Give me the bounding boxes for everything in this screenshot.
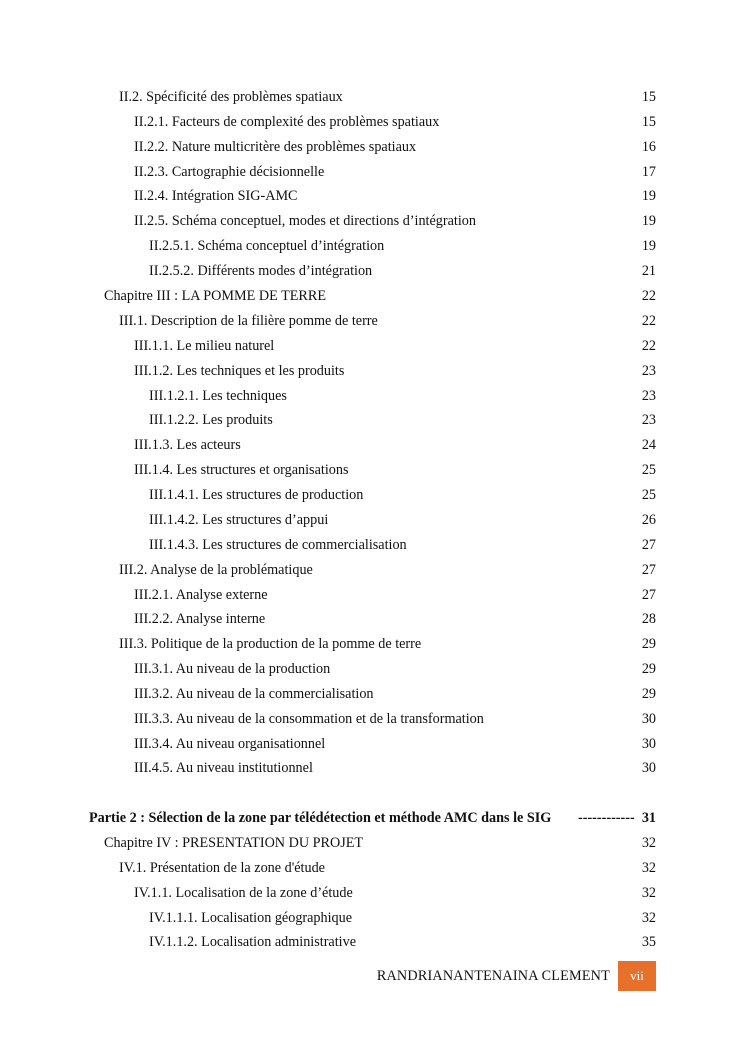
toc-entry-label: Chapitre IV : PRESENTATION DU PROJET [104, 835, 364, 851]
toc-entry-label: III.1.4.1. Les structures de production [149, 487, 364, 503]
toc-entry-label: IV.1. Présentation de la zone d'étude [119, 860, 325, 876]
toc-entry-page: 29 [641, 686, 656, 702]
toc-entry-page: 30 [641, 760, 656, 776]
toc-entry-label: III.3. Politique de la production de la pomme de terre [119, 636, 422, 652]
toc-entry-subsection[interactable] [134, 882, 656, 904]
toc-entry-subsection[interactable] [134, 584, 656, 606]
toc-entry-subsection[interactable] [134, 757, 656, 779]
toc-entry-page: 19 [641, 188, 656, 204]
toc-entry-subsection[interactable] [134, 360, 656, 382]
toc-entry-page: 15 [641, 89, 656, 105]
toc-entry-page: 24 [641, 437, 656, 453]
toc-entry-label: IV.1.1.1. Localisation géographique [149, 910, 353, 926]
toc-entry-label: III.3.2. Au niveau de la commercialisation [134, 686, 374, 702]
toc-entry-page: 15 [641, 114, 656, 130]
toc-entry-chapter[interactable] [104, 832, 656, 854]
toc-entry-subsection[interactable] [134, 161, 656, 183]
toc-entry-section[interactable] [119, 310, 656, 332]
toc-entry-subsection[interactable] [134, 111, 656, 133]
toc-entry-subsubsection[interactable] [149, 484, 656, 506]
toc-entry-page: 28 [641, 611, 656, 627]
toc-entry-page: 29 [641, 636, 656, 652]
toc-entry-part[interactable] [89, 807, 656, 829]
toc-entry-label: III.2.2. Analyse interne [134, 611, 266, 627]
toc-entry-page: 26 [641, 512, 656, 528]
toc-entry-label: III.1.1. Le milieu naturel [134, 338, 275, 354]
toc-entry-section[interactable] [119, 633, 656, 655]
toc-entry-subsection[interactable] [134, 434, 656, 456]
toc-entry-label: III.4.5. Au niveau institutionnel [134, 760, 313, 776]
toc-entry-label: III.3.1. Au niveau de la production [134, 661, 331, 677]
toc-entry-label: II.2.5.1. Schéma conceptuel d’intégration [149, 238, 385, 254]
toc-entry-page: 23 [641, 388, 656, 404]
toc-entry-page: 27 [641, 562, 656, 578]
toc-entry-label: II.2.1. Facteurs de complexité des problèmes spatiaux [134, 114, 440, 130]
toc-entry-label: II.2.3. Cartographie décisionnelle [134, 164, 325, 180]
toc-entry-subsection[interactable] [134, 683, 656, 705]
footer-author: RANDRIANANTENAINA CLEMENT [376, 968, 610, 984]
toc-entry-subsection[interactable] [134, 185, 656, 207]
toc-entry-page: 21 [641, 263, 656, 279]
toc-entry-page: 32 [641, 835, 656, 851]
toc-entry-section[interactable] [119, 857, 656, 879]
toc-entry-label: II.2.5. Schéma conceptuel, modes et directions d’intégration [134, 213, 476, 229]
toc-entry-page: 27 [641, 537, 656, 553]
toc-entry-label: III.1.4.3. Les structures de commercialisation [149, 537, 407, 553]
toc-entry-subsubsection[interactable] [149, 409, 656, 431]
toc-entry-page: 23 [641, 412, 656, 428]
toc-entry-label: III.3.4. Au niveau organisationnel [134, 736, 326, 752]
toc-entry-subsubsection[interactable] [149, 931, 656, 953]
toc-entry-subsection[interactable] [134, 335, 656, 357]
toc-dot-leader: ------------ [578, 810, 635, 826]
toc-entry-subsubsection[interactable] [149, 235, 656, 257]
toc-entry-label: III.1.4. Les structures et organisations [134, 462, 349, 478]
toc-entry-page: 32 [641, 910, 656, 926]
toc-entry-section[interactable] [119, 559, 656, 581]
toc-entry-label: III.2.1. Analyse externe [134, 587, 268, 603]
toc-entry-section[interactable] [119, 86, 656, 108]
toc-entry-page: 29 [641, 661, 656, 677]
toc-entry-page: 19 [641, 238, 656, 254]
toc-entry-subsection[interactable] [134, 708, 656, 730]
toc-entry-page: 25 [641, 462, 656, 478]
toc-entry-page: 22 [641, 288, 656, 304]
toc-entry-label: II.2.5.2. Différents modes d’intégration [149, 263, 373, 279]
footer-page-number: vii [618, 961, 656, 991]
toc-entry-subsubsection[interactable] [149, 260, 656, 282]
toc-entry-page: 23 [641, 363, 656, 379]
toc-entry-page: 27 [641, 587, 656, 603]
toc-entry-label: III.1.2.2. Les produits [149, 412, 273, 428]
toc-entry-label: III.1.3. Les acteurs [134, 437, 241, 453]
toc-entry-label: Chapitre III : LA POMME DE TERRE [104, 288, 326, 304]
toc-entry-label: Partie 2 : Sélection de la zone par télédétection et méthode AMC dans le SIG [89, 810, 552, 826]
toc-entry-subsection[interactable] [134, 459, 656, 481]
toc-entry-page: 17 [641, 164, 656, 180]
toc-entry-label: III.2. Analyse de la problématique [119, 562, 313, 578]
toc-entry-label: III.3.3. Au niveau de la consommation et de la transformation [134, 711, 484, 727]
toc-entry-label: III.1. Description de la filière pomme de terre [119, 313, 378, 329]
toc-entry-subsection[interactable] [134, 608, 656, 630]
toc-entry-label: II.2. Spécificité des problèmes spatiaux [119, 89, 343, 105]
toc-entry-label: III.1.2.1. Les techniques [149, 388, 287, 404]
toc-entry-label: IV.1.1. Localisation de la zone d’étude [134, 885, 353, 901]
toc-entry-subsubsection[interactable] [149, 385, 656, 407]
toc-entry-page: 30 [641, 711, 656, 727]
toc-entry-page: 19 [641, 213, 656, 229]
toc-entry-subsubsection[interactable] [149, 534, 656, 556]
toc-entry-label: III.1.4.2. Les structures d’appui [149, 512, 329, 528]
page-footer [0, 961, 745, 991]
toc-entry-subsubsection[interactable] [149, 907, 656, 929]
toc-entry-subsection[interactable] [134, 210, 656, 232]
toc-entry-page: 31 [641, 810, 656, 826]
toc-entry-page: 25 [641, 487, 656, 503]
toc-entry-label: IV.1.1.2. Localisation administrative [149, 934, 356, 950]
toc-entry-subsubsection[interactable] [149, 509, 656, 531]
toc-entry-page: 35 [641, 934, 656, 950]
toc-entry-page: 22 [641, 313, 656, 329]
toc-entry-subsection[interactable] [134, 658, 656, 680]
toc-entry-page: 16 [641, 139, 656, 155]
toc-entry-page: 22 [641, 338, 656, 354]
toc-entry-label: III.1.2. Les techniques et les produits [134, 363, 345, 379]
toc-entry-page: 32 [641, 885, 656, 901]
toc-entry-subsection[interactable] [134, 733, 656, 755]
toc-entry-subsection[interactable] [134, 136, 656, 158]
toc-entry-page: 30 [641, 736, 656, 752]
toc-entry-label: II.2.2. Nature multicritère des problèmes spatiaux [134, 139, 417, 155]
toc-entry-chapter[interactable] [104, 285, 656, 307]
toc-entry-label: II.2.4. Intégration SIG-AMC [134, 188, 298, 204]
toc-entry-page: 32 [641, 860, 656, 876]
